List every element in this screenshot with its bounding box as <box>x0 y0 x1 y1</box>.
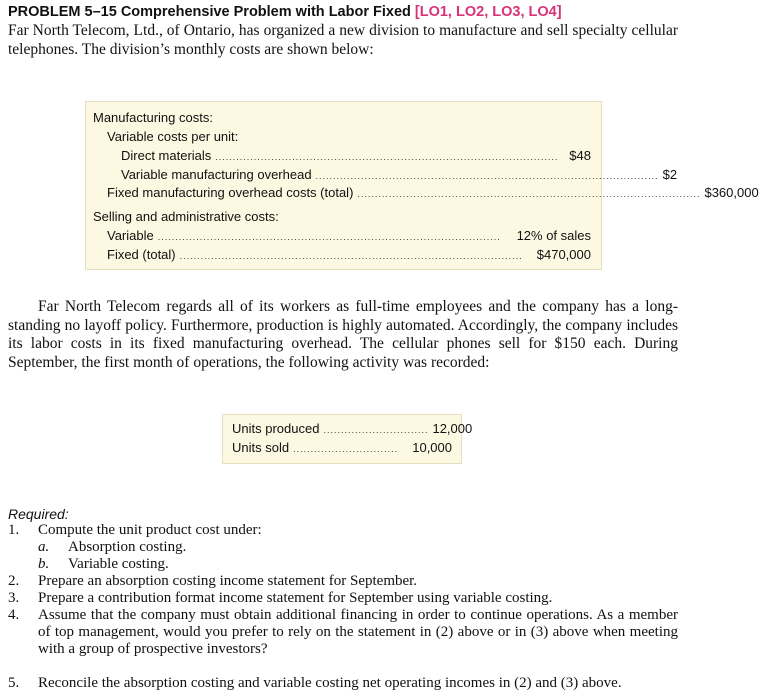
units-sold-label: Units sold <box>232 440 290 455</box>
fixed-overhead-label: Fixed manufacturing overhead costs (total) <box>107 185 354 200</box>
leader-dots: .................................................................................................. <box>357 189 701 199</box>
leader-dots: .................................................................................................. <box>179 251 523 261</box>
units-produced-value: 12,000 <box>432 421 473 436</box>
selling-fixed-row <box>107 247 591 262</box>
leader-dots: .............................. <box>323 425 429 435</box>
leader-dots: .................................................................................................. <box>157 232 501 242</box>
direct-materials-label: Direct materials <box>121 148 212 163</box>
selling-variable-value: 12% of sales <box>516 228 591 243</box>
leader-dots: .............................. <box>293 444 399 454</box>
fixed-overhead-row <box>107 185 759 200</box>
variable-overhead-value: $2 <box>662 167 678 182</box>
units-sold-row <box>232 440 452 455</box>
fixed-overhead-value: $360,000 <box>704 185 759 200</box>
selling-variable-label: Variable <box>107 228 154 243</box>
leader-dots: .................................................................................................. <box>315 171 659 181</box>
variable-overhead-row <box>121 167 678 182</box>
selling-fixed-value: $470,000 <box>536 247 591 262</box>
variable-costs-header: Variable costs per unit: <box>107 129 239 144</box>
direct-materials-row <box>121 148 591 163</box>
selling-admin-header: Selling and administrative costs: <box>93 209 279 224</box>
problem-heading <box>8 4 562 20</box>
learning-objectives: [LO1, LO2, LO3, LO4] <box>414 4 562 20</box>
units-produced-label: Units produced <box>232 421 320 436</box>
body-paragraph: Far North Telecom regards all of its workers as full-time employees and the company has a long-standing no layoff policy. Furthermore, production is highly automated. Accordingly, the company includes its labor costs in its fixed manufacturing overhead. The cellular phones sell for $150 each. During September, the first month of operations, the following activity was recorded: <box>8 298 678 371</box>
leader-dots: .................................................................................................. <box>215 152 559 162</box>
selling-fixed-label: Fixed (total) <box>107 247 176 262</box>
units-sold-value: 10,000 <box>412 440 452 455</box>
manufacturing-costs-header: Manufacturing costs: <box>93 110 213 125</box>
direct-materials-value: $48 <box>569 148 591 163</box>
activity-table <box>222 414 473 464</box>
required-label: Required: <box>8 506 69 522</box>
cost-table <box>85 101 759 270</box>
variable-overhead-label: Variable manufacturing overhead <box>121 167 312 182</box>
problem-title: PROBLEM 5–15 Comprehensive Problem with Labor Fixed <box>8 4 411 20</box>
intro-paragraph: Far North Telecom, Ltd., of Ontario, has organized a new division to manufacture and sell specialty cellular telephones. The division’s monthly costs are shown below: <box>8 22 678 58</box>
units-produced-row <box>232 421 473 436</box>
selling-variable-row <box>107 228 591 243</box>
